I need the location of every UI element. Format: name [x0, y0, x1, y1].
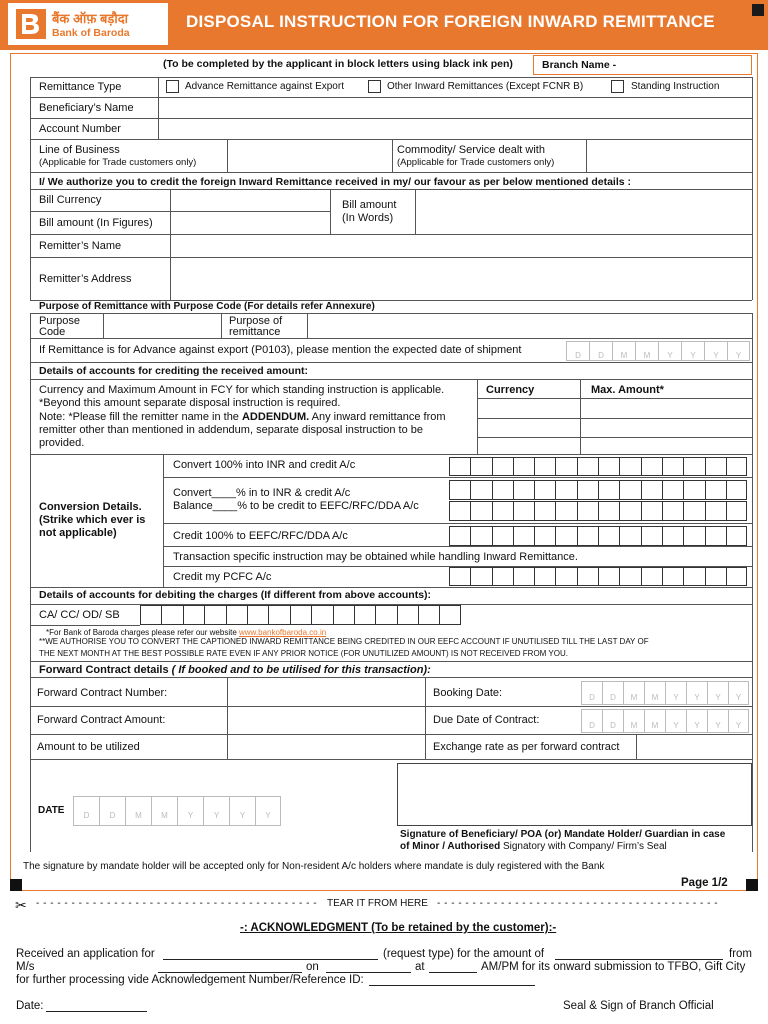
- account-digit-box[interactable]: [641, 457, 662, 476]
- conversion-label-3: not applicable): [39, 527, 117, 539]
- crediting-para-3: Note: *Please fill the remitter name in the ADDENDUM. Any inward remittance from: [39, 411, 446, 423]
- account-digit-box[interactable]: [726, 501, 747, 521]
- charges-note-2: **WE AUTHORISE YOU TO CONVERT THE CAPTIONED INWARD REMITTANCE BEING CREDITED IN OUR EEFC ACCOUNT IF UNUTILISED TILL THE LAST DAY OF: [39, 637, 649, 646]
- conversion-option-2a: Convert____% in to INR & credit A/c: [173, 487, 351, 499]
- charges-heading: Details of accounts for debiting the charges (If different from above accounts):: [39, 589, 432, 601]
- crediting-heading: Details of accounts for crediting the received amount:: [39, 365, 308, 377]
- line-of-business-note: (Applicable for Trade customers only): [39, 157, 197, 168]
- charges-account-types: CA/ CC/ OD/ SB: [39, 609, 120, 621]
- account-digit-box[interactable]: [598, 501, 619, 521]
- date-digit-box[interactable]: Y: [704, 341, 727, 361]
- account-digit-box[interactable]: [726, 567, 747, 586]
- line-of-business-label: Line of Business: [39, 144, 120, 156]
- account-digit-box[interactable]: [268, 605, 289, 625]
- max-amount-field-2[interactable]: [582, 420, 750, 435]
- conversion-label: Conversion Details.: [39, 501, 142, 513]
- acknowledgment-title: -: ACKNOWLEDGMENT (To be retained by the customer):-: [240, 922, 557, 934]
- account-digit-box[interactable]: [449, 501, 470, 521]
- corner-mark-icon: [746, 879, 758, 891]
- date-digit-box[interactable]: Y: [686, 681, 707, 705]
- date-digit-box[interactable]: D: [99, 796, 125, 826]
- crediting-para-2: *Beyond this amount separate disposal instruction is required.: [39, 397, 341, 409]
- account-digit-box[interactable]: [726, 526, 747, 546]
- amount-utilized-label: Amount to be utilized: [37, 741, 140, 753]
- account-digit-box[interactable]: [534, 526, 555, 546]
- account-digit-box[interactable]: [683, 457, 704, 476]
- commodity-note: (Applicable for Trade customers only): [397, 157, 555, 168]
- account-digit-box[interactable]: [555, 457, 576, 476]
- exchange-rate-label: Exchange rate as per forward contract: [433, 741, 620, 753]
- account-digit-box[interactable]: [555, 567, 576, 586]
- conversion-option-3: Credit 100% to EEFC/RFC/DDA A/c: [173, 530, 348, 542]
- mandate-note: The signature by mandate holder will be accepted only for Non-resident A/c holders where mandate is duly registered with the Bank: [23, 861, 605, 872]
- date-digit-box[interactable]: Y: [728, 709, 749, 733]
- due-date-field[interactable]: [581, 709, 749, 733]
- remittance-type-label: Remittance Type: [39, 81, 122, 93]
- account-digit-box[interactable]: [662, 501, 683, 521]
- charges-note-3: THE NEXT MONTH AT THE BEST POSSIBLE RATE EVEN IF ANY PRIOR NOTICE (FOR UNUTILIZED AMOUNT) IS NOT RECEIVED FROM YOU.: [39, 649, 568, 658]
- account-digit-box[interactable]: [161, 605, 182, 625]
- purpose-code-field[interactable]: [105, 315, 219, 336]
- line-of-business-field[interactable]: [229, 141, 390, 170]
- standing-instruction-checkbox[interactable]: [611, 80, 624, 93]
- account-number-boxes-2b[interactable]: [449, 501, 747, 521]
- commodity-label: Commodity/ Service dealt with: [397, 144, 545, 156]
- account-digit-box[interactable]: [470, 501, 491, 521]
- logo-hindi-text: बैंक ऑफ़ बड़ौदा: [52, 11, 128, 26]
- conversion-option-5: Credit my PCFC A/c: [173, 571, 272, 583]
- date-digit-box[interactable]: M: [635, 341, 658, 361]
- account-digit-box[interactable]: [662, 526, 683, 546]
- account-digit-box[interactable]: [492, 480, 513, 500]
- date-digit-box[interactable]: D: [602, 681, 623, 705]
- tear-line-right: - - - - - - - - - - - - - - - - - - - - - - - - - - - - - - - - - - - - - - - -: [437, 898, 719, 909]
- remitter-address-label: Remitter’s Address: [39, 273, 132, 285]
- forward-heading: Forward Contract details ( If booked and to be utilised for this transaction):: [39, 664, 431, 676]
- account-digit-box[interactable]: [705, 501, 726, 521]
- purpose-code-label-2: Code: [39, 326, 66, 338]
- bill-amount-words-label: Bill amount: [342, 199, 397, 211]
- account-digit-box[interactable]: [555, 501, 576, 521]
- account-digit-box[interactable]: [598, 526, 619, 546]
- beneficiary-name-field[interactable]: [160, 99, 750, 116]
- account-digit-box[interactable]: [470, 457, 491, 476]
- account-digit-box[interactable]: [247, 605, 268, 625]
- conversion-option-1: Convert 100% into INR and credit A/c: [173, 459, 356, 471]
- account-digit-box[interactable]: [619, 480, 640, 500]
- account-digit-box[interactable]: [418, 605, 439, 625]
- commodity-field[interactable]: [588, 141, 750, 170]
- account-digit-box[interactable]: [705, 457, 726, 476]
- account-digit-box[interactable]: [619, 457, 640, 476]
- date-digit-box[interactable]: Y: [203, 796, 229, 826]
- ack-line-2b: on: [306, 961, 319, 973]
- account-digit-box[interactable]: [577, 457, 598, 476]
- bank-logo-icon: [16, 9, 46, 39]
- bill-currency-label: Bill Currency: [39, 194, 102, 206]
- ack-line-2c: at: [415, 961, 425, 973]
- date-digit-box[interactable]: M: [623, 681, 644, 705]
- purpose-code-label: Purpose: [39, 315, 80, 327]
- account-digit-box[interactable]: [534, 567, 555, 586]
- date-digit-box[interactable]: Y: [255, 796, 281, 826]
- account-number-boxes-3[interactable]: [449, 526, 747, 546]
- branch-name-label: Branch Name -: [542, 59, 617, 71]
- account-digit-box[interactable]: [513, 480, 534, 500]
- date-digit-box[interactable]: D: [581, 709, 602, 733]
- exchange-rate-field[interactable]: [638, 736, 750, 757]
- standing-instruction-label: Standing Instruction: [631, 81, 720, 92]
- currency-header: Currency: [486, 384, 535, 396]
- crediting-para-1: Currency and Maximum Amount in FCY for which standing instruction is applicable.: [39, 384, 445, 396]
- account-digit-box[interactable]: [619, 501, 640, 521]
- date-digit-box[interactable]: Y: [665, 681, 686, 705]
- account-digit-box[interactable]: [705, 526, 726, 546]
- signature-caption-1: Signature of Beneficiary/ POA (or) Mandate Holder/ Guardian in case: [400, 829, 726, 840]
- account-digit-box[interactable]: [577, 480, 598, 500]
- account-digit-box[interactable]: [705, 567, 726, 586]
- ack-line-1b: (request type) for the amount of: [383, 948, 545, 960]
- branch-name-field[interactable]: [533, 55, 752, 75]
- date-digit-box[interactable]: Y: [707, 681, 728, 705]
- account-digit-box[interactable]: [439, 605, 460, 625]
- account-digit-box[interactable]: [662, 457, 683, 476]
- account-number-label: Account Number: [39, 123, 121, 135]
- purpose-remittance-label-2: remittance: [229, 326, 281, 338]
- date-digit-box[interactable]: Y: [665, 709, 686, 733]
- max-amount-field-1[interactable]: [582, 400, 750, 416]
- account-digit-box[interactable]: [534, 480, 555, 500]
- date-digit-box[interactable]: D: [602, 709, 623, 733]
- account-digit-box[interactable]: [577, 567, 598, 586]
- advance-remittance-checkbox[interactable]: [166, 80, 179, 93]
- account-digit-box[interactable]: [204, 605, 225, 625]
- forward-amount-label: Forward Contract Amount:: [37, 714, 166, 726]
- account-number-field[interactable]: [160, 120, 750, 137]
- date-digit-box[interactable]: M: [151, 796, 177, 826]
- account-digit-box[interactable]: [449, 480, 470, 500]
- bill-amount-words-label-2: (In Words): [342, 212, 394, 224]
- purpose-remittance-field[interactable]: [309, 315, 750, 336]
- instruction-text: (To be completed by the applicant in block letters using black ink pen): [163, 58, 513, 70]
- booking-date-label: Booking Date:: [433, 687, 503, 699]
- crediting-para-4: remitter other than mentioned in addendum, separate disposal instruction to be: [39, 424, 424, 436]
- bill-currency-field[interactable]: [172, 191, 328, 209]
- account-digit-box[interactable]: [641, 567, 662, 586]
- shipment-date-text: If Remittance is for Advance against export (P0103), please mention the expected date of shipment: [39, 344, 522, 356]
- max-amount-field-3[interactable]: [582, 439, 750, 453]
- account-digit-box[interactable]: [354, 605, 375, 625]
- due-date-label: Due Date of Contract:: [433, 714, 540, 726]
- date-digit-box[interactable]: Y: [681, 341, 704, 361]
- date-digit-box[interactable]: M: [125, 796, 151, 826]
- date-digit-box[interactable]: Y: [707, 709, 728, 733]
- date-digit-box[interactable]: Y: [728, 681, 749, 705]
- account-digit-box[interactable]: [683, 501, 704, 521]
- conversion-label-2: (Strike which ever is: [39, 514, 146, 526]
- account-digit-box[interactable]: [726, 480, 747, 500]
- ack-line-2a: M/s: [16, 961, 35, 973]
- account-digit-box[interactable]: [577, 526, 598, 546]
- tear-instruction: TEAR IT FROM HERE: [327, 898, 428, 909]
- shipment-date-field[interactable]: [566, 341, 750, 361]
- account-digit-box[interactable]: [641, 526, 662, 546]
- account-digit-box[interactable]: [619, 526, 640, 546]
- scissors-icon: ✂: [15, 897, 27, 913]
- charges-account-boxes[interactable]: [140, 605, 461, 625]
- signature-caption-2: of Minor / Authorised Signatory with Company/ Firm’s Seal: [400, 841, 667, 852]
- purpose-heading: Purpose of Remittance with Purpose Code (For details refer Annexure): [39, 301, 375, 312]
- ack-line-2d: AM/PM for its onward submission to TFBO, Gift City: [481, 961, 746, 973]
- account-digit-box[interactable]: [397, 605, 418, 625]
- remitter-address-field[interactable]: [172, 259, 750, 298]
- date-digit-box[interactable]: Y: [727, 341, 750, 361]
- account-digit-box[interactable]: [683, 480, 704, 500]
- charges-note-1: *For Bank of Baroda charges please refer our website www.bankofbaroda.co.in: [46, 628, 327, 637]
- crediting-para-5: provided.: [39, 437, 85, 449]
- authorize-heading: I/ We authorize you to credit the foreign Inward Remittance received in my/ our favour as per below mentioned details :: [39, 176, 632, 188]
- account-digit-box[interactable]: [513, 457, 534, 476]
- account-digit-box[interactable]: [492, 526, 513, 546]
- account-digit-box[interactable]: [683, 526, 704, 546]
- other-remittance-label: Other Inward Remittances (Except FCNR B): [387, 81, 584, 92]
- date-digit-box[interactable]: M: [612, 341, 635, 361]
- account-digit-box[interactable]: [226, 605, 247, 625]
- account-digit-box[interactable]: [140, 605, 161, 625]
- account-digit-box[interactable]: [449, 457, 470, 476]
- account-digit-box[interactable]: [513, 501, 534, 521]
- ack-line-3: for further processing vide Acknowledgement Number/Reference ID:: [16, 974, 364, 986]
- account-digit-box[interactable]: [641, 480, 662, 500]
- ack-line-1a: Received an application for: [16, 948, 155, 960]
- account-digit-box[interactable]: [492, 567, 513, 586]
- remitter-name-label: Remitter’s Name: [39, 240, 122, 252]
- conversion-option-4: Transaction specific instruction may be obtained while handling Inward Remittance.: [173, 551, 578, 563]
- account-number-boxes-1[interactable]: [449, 457, 747, 476]
- ack-date-label: Date:: [16, 1000, 44, 1012]
- logo-english-text: Bank of Baroda: [52, 27, 130, 39]
- corner-mark-icon: [10, 879, 22, 891]
- forward-number-field[interactable]: [229, 679, 423, 704]
- date-digit-box[interactable]: D: [73, 796, 99, 826]
- account-number-boxes-5[interactable]: [449, 567, 747, 586]
- account-digit-box[interactable]: [555, 480, 576, 500]
- date-digit-box[interactable]: M: [623, 709, 644, 733]
- account-digit-box[interactable]: [619, 567, 640, 586]
- account-digit-box[interactable]: [662, 567, 683, 586]
- account-digit-box[interactable]: [449, 526, 470, 546]
- booking-date-field[interactable]: [581, 681, 749, 705]
- date-digit-box[interactable]: D: [581, 681, 602, 705]
- ack-line-1c: from: [729, 948, 752, 960]
- bill-amount-figures-field[interactable]: [172, 213, 328, 232]
- account-digit-box[interactable]: [513, 526, 534, 546]
- corner-mark-icon: [752, 4, 764, 16]
- branch-seal-label: Seal & Sign of Branch Official: [563, 1000, 714, 1012]
- account-number-boxes-2a[interactable]: [449, 480, 747, 500]
- account-digit-box[interactable]: [641, 501, 662, 521]
- account-digit-box[interactable]: [470, 480, 491, 500]
- amount-utilized-field[interactable]: [229, 736, 423, 757]
- tear-line-left: - - - - - - - - - - - - - - - - - - - - - - - - - - - - - - - - - - - - - - - -: [36, 898, 318, 909]
- forward-number-label: Forward Contract Number:: [37, 687, 168, 699]
- account-digit-box[interactable]: [470, 526, 491, 546]
- date-digit-box[interactable]: M: [644, 709, 665, 733]
- beneficiary-name-label: Beneficiary’s Name: [39, 102, 134, 114]
- account-digit-box[interactable]: [534, 501, 555, 521]
- form-title: DISPOSAL INSTRUCTION FOR FOREIGN INWARD REMITTANCE: [186, 12, 715, 31]
- forward-amount-field[interactable]: [229, 708, 423, 732]
- account-digit-box[interactable]: [598, 480, 619, 500]
- purpose-remittance-label: Purpose of: [229, 315, 283, 327]
- date-digit-box[interactable]: Y: [658, 341, 681, 361]
- account-digit-box[interactable]: [449, 567, 470, 586]
- currency-field-1[interactable]: [479, 400, 578, 416]
- header-bar: [0, 0, 768, 50]
- account-digit-box[interactable]: [375, 605, 396, 625]
- max-amount-header: Max. Amount*: [591, 384, 664, 396]
- remitter-name-field[interactable]: [172, 236, 750, 255]
- bank-logo: [8, 3, 168, 45]
- account-digit-box[interactable]: [492, 501, 513, 521]
- account-digit-box[interactable]: [662, 480, 683, 500]
- signature-box[interactable]: [397, 763, 752, 826]
- conversion-option-2b: Balance____% to be credit to EEFC/RFC/DDA A/c: [173, 500, 419, 512]
- date-digit-box[interactable]: D: [589, 341, 612, 361]
- account-digit-box[interactable]: [333, 605, 354, 625]
- currency-field-3[interactable]: [479, 439, 578, 453]
- account-digit-box[interactable]: [598, 457, 619, 476]
- account-digit-box[interactable]: [577, 501, 598, 521]
- date-digit-box[interactable]: Y: [229, 796, 255, 826]
- account-digit-box[interactable]: [492, 457, 513, 476]
- account-digit-box[interactable]: [183, 605, 204, 625]
- page-number: Page 1/2: [681, 877, 728, 889]
- date-digit-box[interactable]: D: [566, 341, 589, 361]
- account-digit-box[interactable]: [726, 457, 747, 476]
- other-remittance-checkbox[interactable]: [368, 80, 381, 93]
- bill-amount-words-field[interactable]: [417, 191, 750, 232]
- account-digit-box[interactable]: [705, 480, 726, 500]
- account-digit-box[interactable]: [470, 567, 491, 586]
- date-label: DATE: [38, 805, 65, 816]
- date-digit-box[interactable]: M: [644, 681, 665, 705]
- account-digit-box[interactable]: [534, 457, 555, 476]
- account-digit-box[interactable]: [513, 567, 534, 586]
- date-digit-box[interactable]: Y: [686, 709, 707, 733]
- account-digit-box[interactable]: [311, 605, 332, 625]
- currency-field-2[interactable]: [479, 420, 578, 435]
- account-digit-box[interactable]: [290, 605, 311, 625]
- advance-remittance-label: Advance Remittance against Export: [185, 81, 344, 92]
- bill-amount-figures-label: Bill amount (In Figures): [39, 217, 153, 229]
- account-digit-box[interactable]: [683, 567, 704, 586]
- account-digit-box[interactable]: [555, 526, 576, 546]
- date-digit-box[interactable]: Y: [177, 796, 203, 826]
- bank-website-link[interactable]: www.bankofbaroda.co.in: [239, 628, 327, 637]
- account-digit-box[interactable]: [598, 567, 619, 586]
- application-date-field[interactable]: [73, 796, 281, 826]
